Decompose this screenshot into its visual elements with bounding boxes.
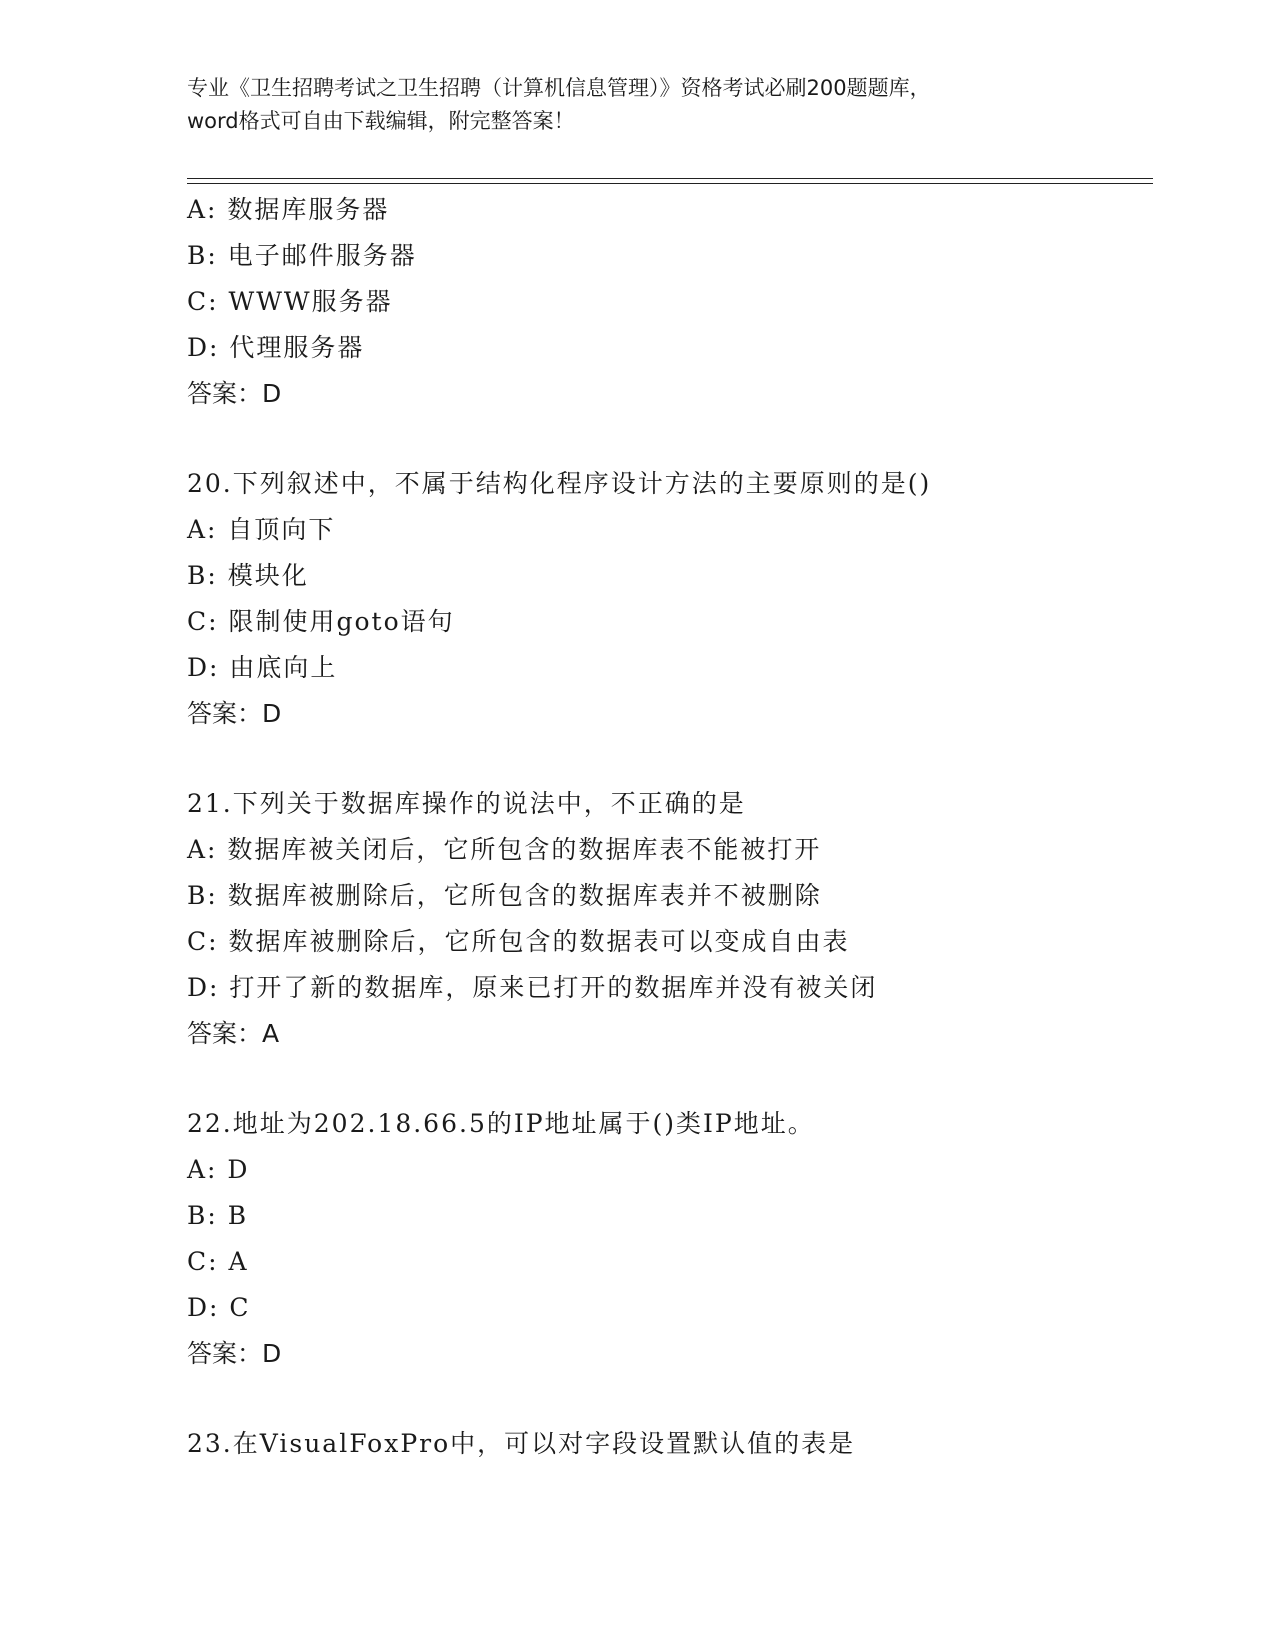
option-d: D: 打开了新的数据库，原来已打开的数据库并没有被关闭 xyxy=(187,973,878,1002)
spacer xyxy=(187,1377,1153,1421)
question-text: 20.下列叙述中，不属于结构化程序设计方法的主要原则的是() xyxy=(187,469,932,498)
question-21 xyxy=(187,781,1153,1057)
header-rule-top xyxy=(187,178,1153,179)
answer: 答案：D xyxy=(187,1339,282,1368)
option-a: A: 数据库被关闭后，它所包含的数据库表不能被打开 xyxy=(187,835,822,864)
header-line-2: word格式可自由下载编辑，附完整答案！ xyxy=(187,109,575,133)
question-text: 22.地址为202.18.66.5的IP地址属于()类IP地址。 xyxy=(187,1109,815,1138)
option-b: B: B xyxy=(187,1201,249,1230)
option-a: A: 自顶向下 xyxy=(187,515,336,544)
option-d: D: C xyxy=(187,1293,251,1322)
option-c: C: 限制使用goto语句 xyxy=(187,607,455,636)
option-c: C: WWW服务器 xyxy=(187,287,393,316)
option-b: B: 模块化 xyxy=(187,561,309,590)
spacer xyxy=(187,417,1153,461)
question-text: 21.下列关于数据库操作的说法中，不正确的是 xyxy=(187,789,746,818)
option-a: A: D xyxy=(187,1155,250,1184)
question-19 xyxy=(187,187,1153,417)
question-text: 23.在VisualFoxPro中，可以对字段设置默认值的表是 xyxy=(187,1429,856,1458)
answer: 答案：D xyxy=(187,379,282,408)
header-line-1: 专业《卫生招聘考试之卫生招聘（计算机信息管理）》资格考试必刷200题题库， xyxy=(187,76,931,100)
option-b: B: 电子邮件服务器 xyxy=(187,241,417,270)
question-20 xyxy=(187,461,1153,737)
question-list xyxy=(187,187,1153,1467)
option-d: D: 代理服务器 xyxy=(187,333,365,362)
option-a: A: 数据库服务器 xyxy=(187,195,390,224)
option-c: C: A xyxy=(187,1247,249,1276)
spacer xyxy=(187,737,1153,781)
option-b: B: 数据库被删除后，它所包含的数据库表并不被删除 xyxy=(187,881,822,910)
option-c: C: 数据库被删除后，它所包含的数据表可以变成自由表 xyxy=(187,927,850,956)
answer: 答案：D xyxy=(187,699,282,728)
option-d: D: 由底向上 xyxy=(187,653,338,682)
question-23 xyxy=(187,1421,1153,1467)
document-header xyxy=(187,72,1087,138)
header-rule-bottom xyxy=(187,183,1153,184)
answer: 答案：A xyxy=(187,1019,280,1048)
question-22 xyxy=(187,1101,1153,1377)
spacer xyxy=(187,1057,1153,1101)
